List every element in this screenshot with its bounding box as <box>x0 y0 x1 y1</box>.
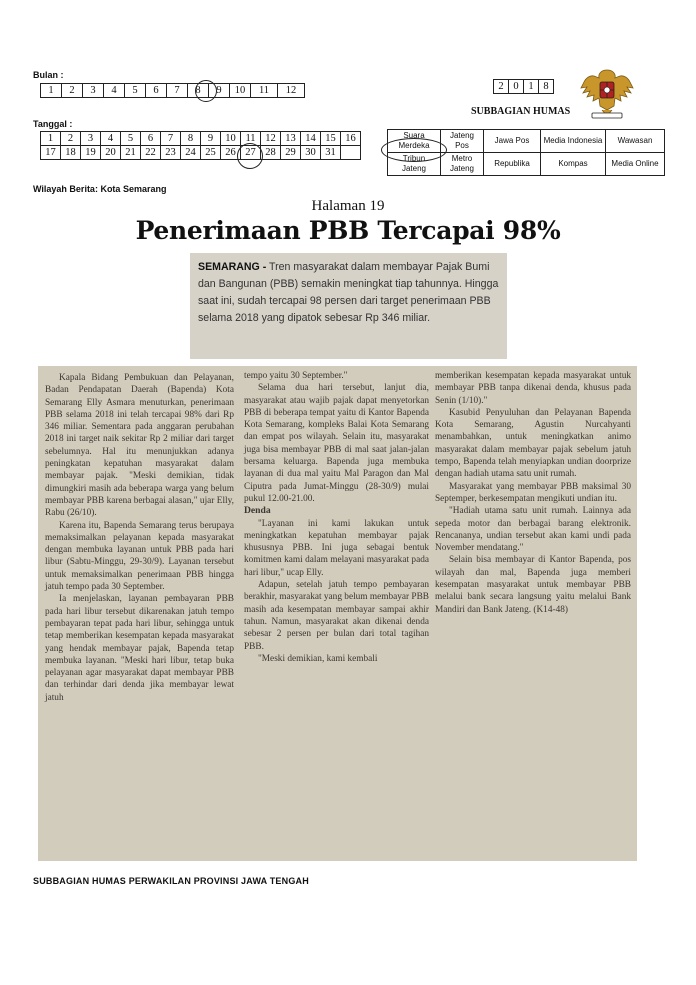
date-cell: 18 <box>61 146 81 160</box>
year-digit: 0 <box>509 80 524 94</box>
article-column-2 <box>244 370 429 665</box>
article-column-1 <box>45 372 234 704</box>
pub-jawa-pos: Jawa Pos <box>484 130 541 153</box>
date-cell: 22 <box>141 146 161 160</box>
paragraph: Kapala Bidang Pembukuan dan Pelayanan, Badan Pendapatan Daerah (Bapenda) Kota Semarang Elly Asmara menuturkan, penerimaan PBB selama 2018 ini telah tercapai 98% dari Rp 346 miliar. Sementara pada anggaran perubahan 2018 ini target naik sekitar Rp 2 miliar dari target sebelumnya. Hal itu menunjukkan adanya peningkatan kepatuhan masyarakat dalam membayar pajak. "Meski demikian, tidak dimungkiri masih ada beberapa warga yang belum membayar PBB karena berbagai alasan," ujar Elly, Rabu (26/10). <box>45 373 234 519</box>
wilayah-berita: Wilayah Berita: Kota Semarang <box>33 184 167 194</box>
year-digit: 2 <box>494 80 509 94</box>
date-cell-selected: 27 <box>241 146 261 160</box>
year-digit: 1 <box>524 80 539 94</box>
date-cell: 19 <box>81 146 101 160</box>
pub-tribun-jateng: Tribun Jateng <box>388 153 441 176</box>
pub-suara-merdeka: Suara Merdeka <box>388 130 441 153</box>
paragraph: Masyarakat yang membayar PBB maksimal 30 Septemper, berkesempatan mengikuti undian itu. <box>435 481 631 504</box>
month-selection-circle <box>195 80 217 102</box>
date-cell: 4 <box>101 132 121 146</box>
date-cell: 30 <box>301 146 321 160</box>
month-cell: 4 <box>104 84 125 98</box>
date-cell: 14 <box>301 132 321 146</box>
month-cell: 3 <box>83 84 104 98</box>
date-cell: 13 <box>281 132 301 146</box>
paragraph: tempo yaitu 30 September." <box>244 371 348 381</box>
pub-jateng-pos: Jateng Pos <box>441 130 484 153</box>
date-cell: 15 <box>321 132 341 146</box>
lead-box <box>190 253 507 359</box>
date-cell: 25 <box>201 146 221 160</box>
month-cell: 1 <box>41 84 62 98</box>
year-grid <box>493 79 554 94</box>
paragraph: "Layanan ini kami lakukan untuk meningkatkan kepatuhan membayar pajak khususnya PBB. Ini juga sebagai bentuk komitmen kami dalam melayani masyarakat pada hari libur," ucap Elly. <box>244 518 429 578</box>
date-selection-circle <box>237 143 263 169</box>
paragraph: "Hadiah utama satu unit rumah. Lainnya ada sepeda motor dan berbagai barang elektronik. Rencananya, undian tersebut akan kami undi pada November mendatang." <box>435 506 631 554</box>
footer: SUBBAGIAN HUMAS PERWAKILAN PROVINSI JAWA TENGAH <box>33 876 309 886</box>
article-column-3 <box>435 370 631 616</box>
month-cell: 8 <box>188 84 209 98</box>
date-cell: 2 <box>61 132 81 146</box>
month-cell: 10 <box>230 84 251 98</box>
date-cell: 10 <box>221 132 241 146</box>
month-cell: 7 <box>167 84 188 98</box>
month-cell: 2 <box>62 84 83 98</box>
month-cell: 5 <box>125 84 146 98</box>
date-cell: 11 <box>241 132 261 146</box>
date-cell: 3 <box>81 132 101 146</box>
date-cell: 24 <box>181 146 201 160</box>
date-grid <box>40 131 361 160</box>
date-cell: 17 <box>41 146 61 160</box>
paragraph: memberikan kesempatan kepada masyarakat untuk membayar PBB tanpa dikenai denda, khusus pada Senin (1/10)." <box>435 371 631 406</box>
paragraph: Kasubid Penyuluhan dan Pelayanan Bapenda Kota Semarang, Agustin Nurcahyanti menambahkan, untuk meningkatkan animo masyarakat dalam membayar pajak sebelum jatuh tempo, Bapenda telah menyiapkan undian doorprize dengan hadiah utama satu unit rumah. <box>435 407 631 480</box>
year-digit: 8 <box>539 80 554 94</box>
pub-republika: Republika <box>484 153 541 176</box>
tanggal-label: Tanggal : <box>33 119 73 129</box>
date-cell <box>341 146 361 160</box>
paragraph: Ia menjelaskan, layanan pembayaran PBB pada hari libur tersebut dikarenakan jatuh tempo pembayaran tepat pada hari libur, sehingga untuk tetap memberikan kesempatan kepada masyarakat yang hendak membayar pajak, Bapenda tetap membuka layanan. "Meski hari libur, tetap buka pelayanan agar masyarakat dapat membayar PBB dan terhindar dari denda jika membayar lewat jatuh <box>45 594 234 703</box>
date-cell: 20 <box>101 146 121 160</box>
month-cell: 6 <box>146 84 167 98</box>
date-cell: 21 <box>121 146 141 160</box>
pub-media-indonesia: Media Indonesia <box>541 130 606 153</box>
date-cell: 28 <box>261 146 281 160</box>
date-cell: 9 <box>201 132 221 146</box>
date-cell: 23 <box>161 146 181 160</box>
month-grid <box>40 83 305 98</box>
page-number: Halaman 19 <box>311 198 385 214</box>
month-cell-selected: 9 <box>209 84 230 98</box>
subheading-denda: Denda <box>244 505 271 517</box>
paragraph: Karena itu, Bapenda Semarang terus berupaya memaksimalkan pelayanan kepada masyarakat dengan membuka layanan untuk PBB pada hari libur (Sabtu-Minggu, 29-30/9). Layanan tersebut untuk memaksimalkan penerimaan PBB hingga jatuh tempo pada 30 September. <box>45 520 234 593</box>
org-name: SUBBAGIAN HUMAS <box>471 106 571 117</box>
date-cell: 16 <box>341 132 361 146</box>
headline: Penerimaan PBB Tercapai 98% <box>135 216 561 245</box>
paragraph: Selain bisa membayar di Kantor Bapenda, pos wilayah dan mal, Bapenda juga memberi kesempatan masyarakat untuk membayar PBB melalui bank secara langsung yaitu melalui Bank Mandiri dan Bank Jateng. (K14-48) <box>435 555 631 615</box>
publication-selection-circle <box>381 138 447 162</box>
date-cell: 31 <box>321 146 341 160</box>
paragraph: Selama dua hari tersebut, lanjut dia, masyarakat atau wajib pajak dapat menyetorkan PBB di beberapa tempat yaitu di Kantor Bapenda Kota Semarang, kompleks Balai Kota Semarang dan empat pos wilayah. Selain itu, masyarakat juga bisa membayar PBB di mal saat jalan-jalan bersama keluarga. Bapenda juga membuka layanan di dua mal yaitu Mal Paragon dan Mal Ciputra pada Jumat-Minggu (28-30/9) mulai pukul 12.00-21.00. <box>244 383 429 504</box>
date-cell: 12 <box>261 132 281 146</box>
date-cell: 29 <box>281 146 301 160</box>
garuda-emblem-icon <box>578 66 636 122</box>
date-cell: 5 <box>121 132 141 146</box>
month-cell: 12 <box>278 84 305 98</box>
date-cell: 6 <box>141 132 161 146</box>
article-body <box>38 366 637 861</box>
paragraph: Adapun, setelah jatuh tempo pembayaran berakhir, masyarakat yang belum membayar PBB masih ada kesempatan membayar sampai akhir tahun. Namun, masyarakat akan dikenai denda sebesar 2 persen per bulan dari total tagihan PBB. <box>244 580 429 652</box>
date-cell: 8 <box>181 132 201 146</box>
bulan-label: Bulan : <box>33 70 64 80</box>
pub-media-online: Media Online <box>606 153 665 176</box>
paragraph: "Meski demikian, kami kembali <box>258 653 378 664</box>
pub-wawasan: Wawasan <box>606 130 665 153</box>
month-cell: 11 <box>251 84 278 98</box>
lead-text: Tren masyarakat dalam membayar Pajak Bumi dan Bangunan (PBB) semakin meningkat tiap tahunnya. Hingga saat ini, sudah tercapai 98 persen dari target penerimaan PBB selama 2018 yang dipatok sebesar Rp 346 miliar. <box>198 261 499 324</box>
pub-metro-jateng: Metro Jateng <box>441 153 484 176</box>
date-cell: 7 <box>161 132 181 146</box>
lead-dateline: SEMARANG - <box>198 261 267 273</box>
date-cell: 1 <box>41 132 61 146</box>
pub-kompas: Kompas <box>541 153 606 176</box>
date-cell: 26 <box>221 146 241 160</box>
